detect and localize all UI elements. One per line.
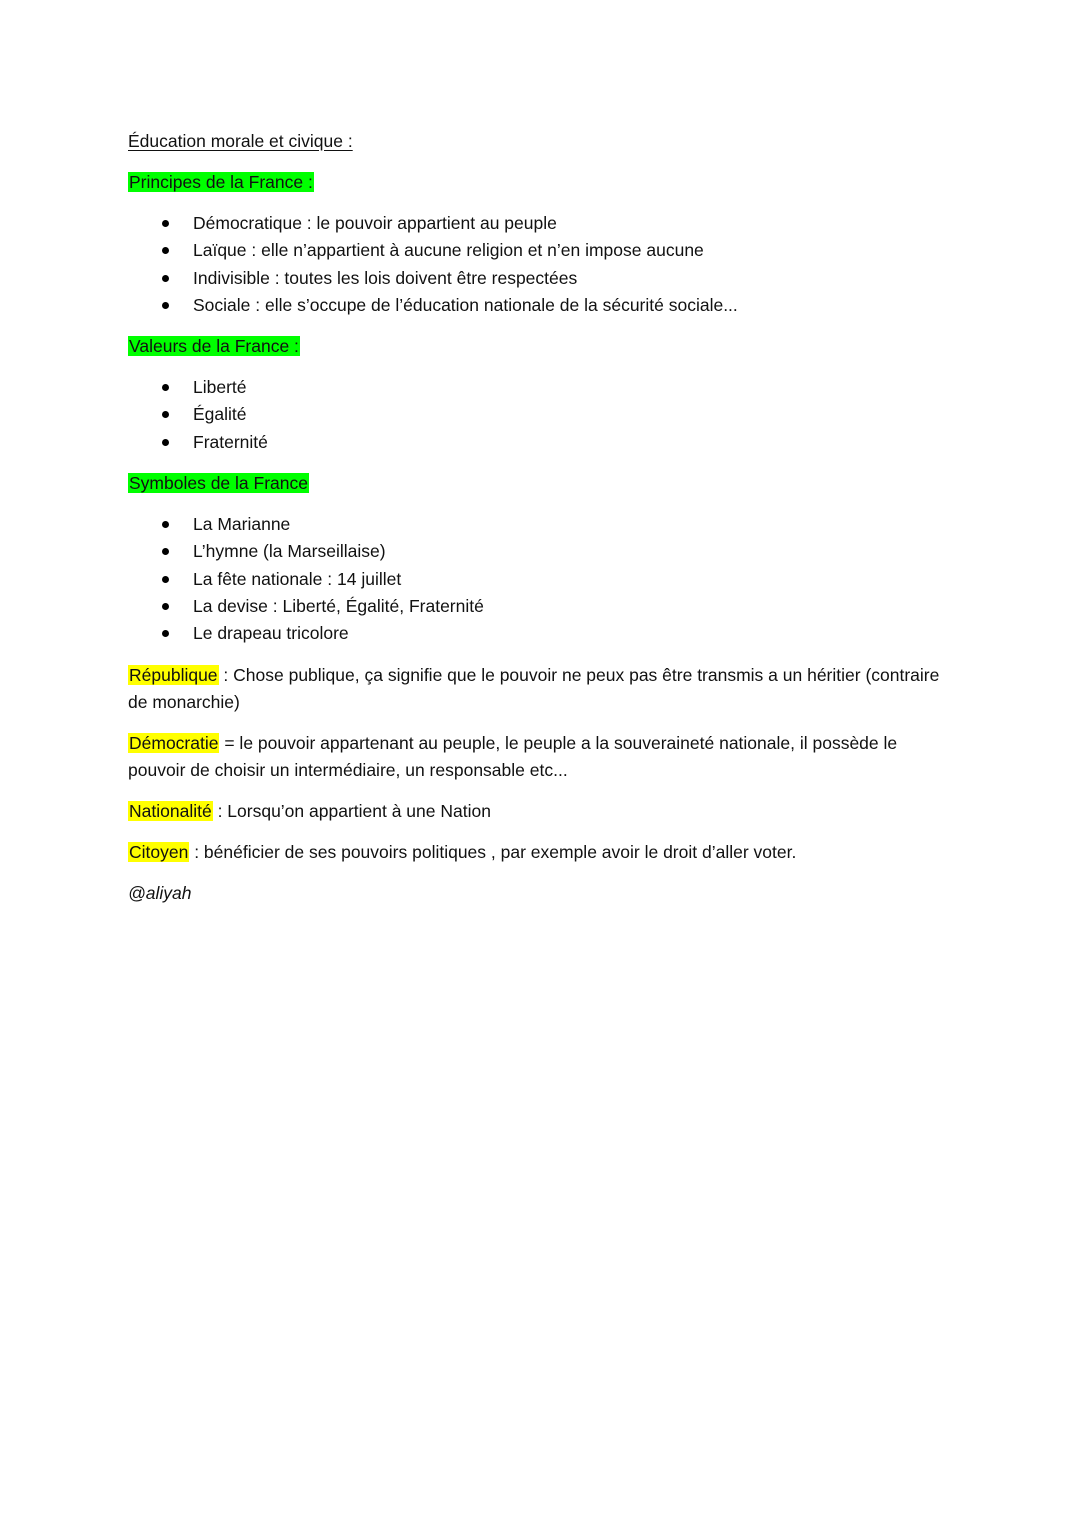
list-item bbox=[128, 237, 958, 264]
definition-term: République bbox=[129, 664, 218, 685]
list-item-text: Démocratique : le pouvoir appartient au peuple bbox=[193, 213, 557, 233]
definition-nationalite bbox=[128, 798, 958, 825]
list-item-text: Fraternité bbox=[193, 431, 268, 452]
list-item-text: Sociale : elle s’occupe de l’éducation nationale de la sécurité sociale... bbox=[193, 294, 738, 315]
definition-text: : Lorsqu’on appartient à une Nation bbox=[212, 800, 491, 821]
list-item bbox=[128, 593, 958, 620]
document-title: Éducation morale et civique : bbox=[128, 131, 353, 151]
document-page bbox=[128, 128, 958, 907]
symboles-list bbox=[128, 511, 958, 647]
list-item bbox=[128, 429, 958, 456]
bullet-icon bbox=[162, 603, 169, 610]
list-item-text: Le drapeau tricolore bbox=[193, 623, 349, 644]
bullet-icon bbox=[162, 275, 169, 282]
definition-text: = le pouvoir appartenant au peuple, le peuple a la souveraineté nationale, il possède le pouvoir de choisir un intermédiaire, un responsable etc... bbox=[128, 732, 898, 780]
definition-citoyen bbox=[128, 839, 958, 866]
list-item-text: La Marianne bbox=[193, 514, 291, 535]
list-item bbox=[128, 210, 958, 237]
list-item bbox=[128, 374, 958, 401]
list-item bbox=[128, 292, 958, 319]
bullet-icon bbox=[162, 439, 169, 446]
author-signature: @aliyah bbox=[128, 882, 192, 903]
bullet-icon bbox=[162, 630, 169, 637]
list-item-text: Liberté bbox=[193, 377, 247, 398]
list-item-text: L’hymne (la Marseillaise) bbox=[193, 541, 386, 562]
bullet-icon bbox=[162, 576, 169, 583]
definition-term: Citoyen bbox=[129, 841, 189, 862]
definition-term: Démocratie bbox=[129, 732, 219, 753]
list-item-text: Laïque : elle n’appartient à aucune religion et n’en impose aucune bbox=[193, 240, 704, 261]
bullet-icon bbox=[162, 384, 169, 391]
list-item-text: Indivisible : toutes les lois doivent être respectées bbox=[193, 267, 578, 288]
list-item-text: La devise : Liberté, Égalité, Fraternité bbox=[193, 595, 484, 616]
bullet-icon bbox=[162, 302, 169, 309]
definition-text: : Chose publique, ça signifie que le pouvoir ne peux pas être transmis a un héritier (contraire de monarchie) bbox=[128, 664, 940, 712]
list-item-text: Égalité bbox=[193, 404, 247, 425]
bullet-icon bbox=[162, 247, 169, 254]
definition-text: : bénéficier de ses pouvoirs politiques , par exemple avoir le droit d’aller voter. bbox=[189, 841, 797, 862]
heading-highlight: Principes de la France : bbox=[129, 172, 313, 192]
principes-list bbox=[128, 210, 958, 319]
list-item bbox=[128, 511, 958, 538]
bullet-icon bbox=[162, 521, 169, 528]
list-item bbox=[128, 566, 958, 593]
heading-highlight: Valeurs de la France : bbox=[129, 336, 299, 357]
section-heading-valeurs bbox=[128, 333, 958, 360]
list-item bbox=[128, 620, 958, 647]
section-heading-symboles bbox=[128, 470, 958, 497]
list-item-text: La fête nationale : 14 juillet bbox=[193, 568, 402, 589]
bullet-icon bbox=[162, 548, 169, 555]
section-heading-principes bbox=[128, 169, 958, 196]
list-item bbox=[128, 538, 958, 565]
heading-highlight: Symboles de la France bbox=[129, 473, 308, 494]
definition-democratie bbox=[128, 730, 958, 784]
valeurs-list bbox=[128, 374, 958, 456]
definition-term: Nationalité bbox=[129, 800, 212, 821]
list-item bbox=[128, 401, 958, 428]
bullet-icon bbox=[162, 411, 169, 418]
list-item bbox=[128, 265, 958, 292]
definition-republique bbox=[128, 662, 958, 716]
bullet-icon bbox=[162, 220, 169, 227]
